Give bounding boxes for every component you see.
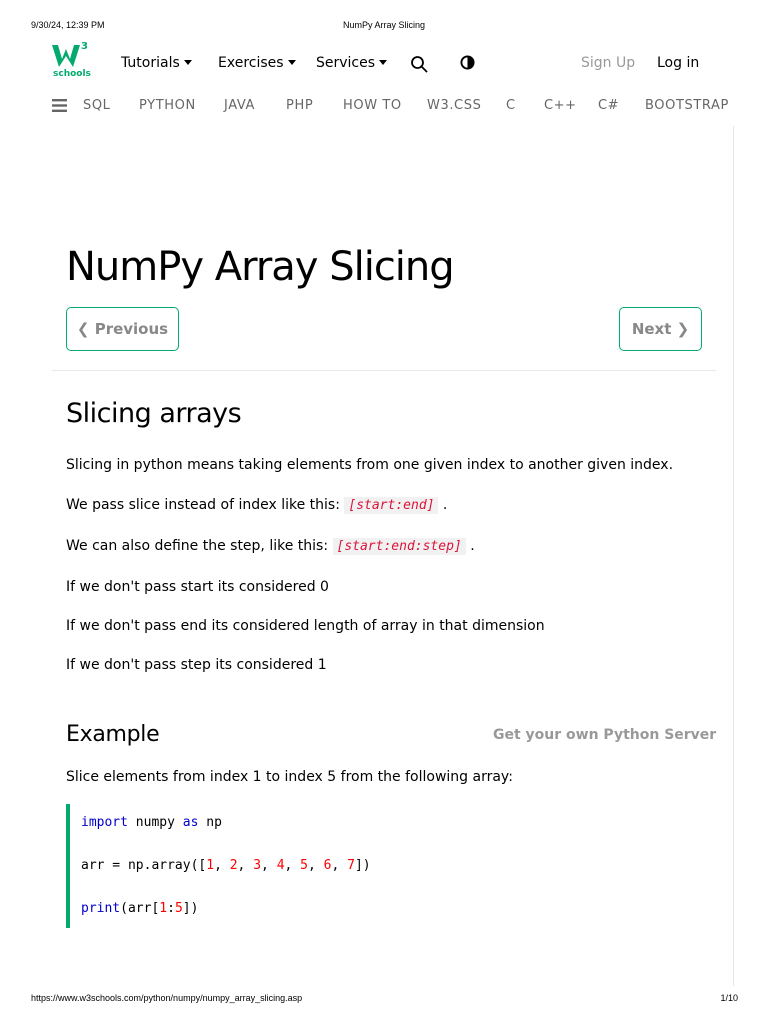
paragraph-slice-syntax: [66, 497, 447, 513]
paragraph-default-end: If we don't pass end its considered length of array in that dimension: [66, 618, 545, 634]
caret-down-icon: [379, 60, 387, 65]
example-description: Slice elements from index 1 to index 5 from the following array:: [66, 769, 513, 785]
code-keyword: print: [81, 901, 121, 916]
python-server-link[interactable]: Get your own Python Server: [493, 727, 717, 743]
paragraph-text: We pass slice instead of index like this:: [66, 497, 340, 513]
section-title: Slicing arrays: [66, 398, 242, 429]
subnav-item-csharp[interactable]: C#: [598, 98, 620, 113]
code-line-import: [81, 815, 222, 830]
code-number: 6: [323, 858, 332, 873]
code-number: 3: [253, 858, 262, 873]
hamburger-icon[interactable]: [52, 99, 67, 112]
subnav-item-bootstrap[interactable]: BOOTSTRAP: [645, 98, 729, 113]
code-text: arr = np.array([: [81, 858, 207, 873]
code-keyword: import: [81, 815, 128, 830]
right-divider: [733, 126, 734, 986]
code-line-print: [81, 901, 198, 916]
login-link[interactable]: Log in: [657, 55, 700, 71]
code-number: 7: [347, 858, 355, 873]
subnav-item-howto[interactable]: HOW TO: [343, 98, 402, 113]
tutorials-menu[interactable]: [121, 55, 192, 71]
paragraph-slicing-definition: Slicing in python means taking elements from one given index to another given index.: [66, 457, 674, 473]
code-text: ]): [182, 901, 199, 916]
code-text: np: [198, 815, 222, 830]
code-line-array: arr = np.array([1, 2, 3, 4, 5, 6, 7]): [81, 858, 371, 873]
caret-down-icon: [288, 60, 296, 65]
subnav-item-w3css[interactable]: W3.CSS: [427, 98, 482, 113]
caret-down-icon: [184, 60, 192, 65]
page-title: NumPy Array Slicing: [66, 244, 454, 290]
subnav-item-sql[interactable]: SQL: [83, 98, 111, 113]
inline-code-start-end: [start:end]: [344, 497, 438, 514]
exercises-menu[interactable]: [218, 55, 296, 71]
w3schools-logo[interactable]: [52, 43, 92, 81]
print-page-number: 1/10: [720, 993, 738, 1003]
code-number: 4: [276, 858, 285, 873]
paragraph-text: .: [470, 538, 475, 554]
subnav-bar: [0, 98, 768, 116]
exercises-label: Exercises: [218, 55, 284, 71]
contrast-icon[interactable]: [460, 55, 475, 70]
services-menu[interactable]: [316, 55, 387, 71]
example-title: Example: [66, 722, 160, 747]
code-number: 1: [206, 858, 215, 873]
print-doc-title: NumPy Array Slicing: [342, 20, 426, 30]
paragraph-default-start: If we don't pass start its considered 0: [66, 579, 329, 595]
logo-text: schools: [53, 69, 91, 79]
previous-button[interactable]: ❮ Previous: [66, 307, 179, 351]
subnav-item-c[interactable]: C: [506, 98, 516, 113]
divider: [52, 370, 716, 371]
code-number: 5: [174, 901, 183, 916]
print-datetime: 9/30/24, 12:39 PM: [31, 20, 105, 30]
w3-logo-mark: [52, 45, 80, 67]
print-url: https://www.w3schools.com/python/numpy/numpy_array_slicing.asp: [31, 993, 303, 1003]
tutorials-label: Tutorials: [121, 55, 180, 71]
code-number: 5: [300, 858, 308, 873]
code-keyword: as: [182, 815, 199, 830]
code-number: 2: [229, 858, 238, 873]
search-icon[interactable]: [410, 55, 428, 73]
logo-superscript: 3: [81, 41, 88, 52]
code-text: ]): [354, 858, 371, 873]
paragraph-step-syntax: [66, 538, 475, 554]
subnav-item-cpp[interactable]: C++: [544, 98, 577, 113]
code-number: 1: [159, 901, 168, 916]
paragraph-default-step: If we don't pass step its considered 1: [66, 657, 327, 673]
inline-code-start-end-step: [start:end:step]: [333, 538, 466, 555]
code-text: (arr[: [120, 901, 160, 916]
code-text: numpy: [127, 815, 183, 830]
paragraph-text: We can also define the step, like this:: [66, 538, 329, 554]
paragraph-text: .: [442, 497, 448, 513]
code-text: :: [167, 901, 175, 916]
signup-link[interactable]: Sign Up: [581, 55, 636, 71]
subnav-item-python[interactable]: PYTHON: [139, 98, 196, 113]
services-label: Services: [316, 55, 376, 71]
subnav-item-php[interactable]: PHP: [286, 98, 314, 113]
code-example: [66, 804, 704, 928]
subnav-item-java[interactable]: JAVA: [224, 98, 256, 113]
next-button[interactable]: Next ❯: [619, 307, 702, 351]
